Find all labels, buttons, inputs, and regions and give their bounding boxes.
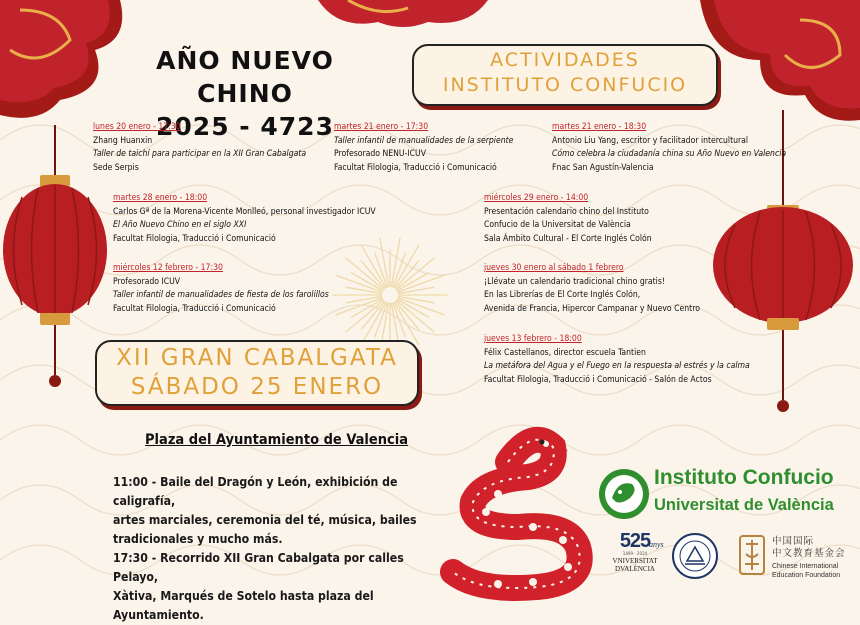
uv-anys-label: anys xyxy=(649,540,664,549)
program-line: artes marciales, ceremonia del té, música, bailes xyxy=(113,513,417,527)
activities-banner xyxy=(412,44,718,106)
event-venue: Facultat Filologia, Traducció i Comunicació xyxy=(113,233,276,244)
university-seal-logo xyxy=(672,533,718,579)
event-date: miércoles 29 enero - 14:00 xyxy=(484,193,589,203)
cief-chinese-line2: 中文教育基金会 xyxy=(772,548,846,559)
event-date: jueves 30 enero al sábado 1 febrero xyxy=(484,263,624,273)
event-speaker: Félix Castellanos, director escuela Tantien xyxy=(484,347,646,358)
event-title: Taller infantil de manualidades de la serpiente xyxy=(334,135,514,146)
event-block xyxy=(113,192,376,246)
event-title: ¡Llévate un calendario tradicional chino gratis! xyxy=(484,276,665,287)
event-title: El Año Nuevo Chino en el siglo XXI xyxy=(113,220,247,231)
cief-chinese-line1: 中国国际 xyxy=(772,536,815,547)
event-venue: Facultat Filologia, Traducció i Comunicació xyxy=(113,303,276,314)
program-line: 17:30 - Recorrido XII Gran Cabalgata por calles Pelayo, xyxy=(113,551,404,584)
event-date: martes 21 enero - 17:30 xyxy=(334,122,429,132)
snake-papercut xyxy=(438,422,610,597)
event-venue: Facultat Filologia, Traducció i Comunicació xyxy=(334,162,497,173)
event-block xyxy=(552,121,786,175)
event-title: Presentación calendario chino del Instituto xyxy=(484,206,649,217)
event-block xyxy=(93,121,306,175)
cief-english-line2: Education Foundation xyxy=(772,571,841,579)
event-title: Cómo celebra la ciudadanía china su Año Nuevo en Valencia xyxy=(552,149,787,160)
event-block xyxy=(113,262,329,316)
plaza-title: Plaza del Ayuntamiento de Valencia xyxy=(145,432,409,448)
cief-english-line1: Chinese International xyxy=(772,563,839,570)
event-venue: Fnac San Agustín-Valencia xyxy=(552,162,654,173)
event-block xyxy=(484,192,652,246)
event-date: miércoles 12 febrero - 17:30 xyxy=(113,263,223,273)
main-title-line1: AÑO NUEVO CHINO xyxy=(156,46,334,108)
event-venue: Facultat Filologia, Traducció i Comunicació - Salón de Actos xyxy=(484,374,712,385)
event-venue: Sala Ámbito Cultural - El Corte Inglés Colón xyxy=(484,233,652,244)
cief-chinese-name xyxy=(772,536,846,560)
institute-name: Instituto Confucio xyxy=(654,466,834,489)
cabalgata-banner-line2: SÁBADO 25 ENERO xyxy=(130,374,384,400)
event-title: Taller de taichí para participar en la XII Gran Cabalgata xyxy=(93,149,307,160)
red-cloud-top-center xyxy=(318,0,488,30)
institute-university: Universitat de València xyxy=(654,496,834,514)
cief-emblem-icon xyxy=(737,534,767,576)
uv-525-logo xyxy=(608,530,662,573)
uv-name-line1: VNIVERSITAT xyxy=(612,557,658,565)
program-line: Xàtiva, Marqués de Sotelo hasta plaza del Ayuntamiento. xyxy=(113,589,374,622)
event-venue-continued: Avenida de Francia, Hipercor Campanar y Nuevo Centro xyxy=(484,303,700,314)
event-date: jueves 13 febrero - 18:00 xyxy=(484,334,582,344)
cief-english-name xyxy=(772,563,840,580)
uv-525-number: 525 xyxy=(619,530,651,552)
activities-banner-line1: ACTIVIDADES xyxy=(490,49,640,71)
event-date: lunes 20 enero - 17:30 xyxy=(93,122,181,132)
program-text xyxy=(113,473,431,625)
event-speaker: Profesorado ICUV xyxy=(113,276,181,287)
event-speaker: Zhang Huanxin xyxy=(93,135,153,146)
event-block xyxy=(334,121,513,175)
event-title: Taller infantil de manualidades de fiesta de los farolillos xyxy=(113,290,329,301)
event-date: martes 28 enero - 18:00 xyxy=(113,193,208,203)
uv-name-line2: DVALÈNCIA xyxy=(615,565,655,573)
event-venue: Sede Serpis xyxy=(93,162,139,173)
cabalgata-banner xyxy=(95,340,419,406)
uv-years-label: 1499 · 2024 xyxy=(622,552,648,557)
event-block xyxy=(484,262,700,316)
event-title: La metáfora del Agua y el Fuego en la respuesta al estrés y la calma xyxy=(484,361,750,372)
event-speaker: Carlos Gª de la Morena-Vicente Monlleó, personal investigador ICUV xyxy=(113,206,376,217)
instituto-confucio-logo-icon xyxy=(598,468,650,520)
event-date: martes 21 enero - 18:30 xyxy=(552,122,647,132)
program-line: tradicionales y mucho más. xyxy=(113,532,283,546)
event-speaker: Profesorado NENU-ICUV xyxy=(334,149,426,160)
event-block xyxy=(484,333,750,387)
cabalgata-banner-line1: XII GRAN CABALGATA xyxy=(116,345,398,371)
event-title-continued: Confucio de la Universitat de València xyxy=(484,220,631,231)
firework-decoration xyxy=(330,235,450,355)
event-speaker: Antonio Liu Yang, escritor y facilitador intercultural xyxy=(552,135,749,146)
program-line: 11:00 - Baile del Dragón y León, exhibición de caligrafía, xyxy=(113,475,398,508)
main-title-line2: 2025 - 4723 xyxy=(156,112,334,141)
activities-banner-line2: INSTITUTO CONFUCIO xyxy=(442,74,688,96)
event-venue: En las Librerías de El Corte Inglés Colón, xyxy=(484,290,641,301)
